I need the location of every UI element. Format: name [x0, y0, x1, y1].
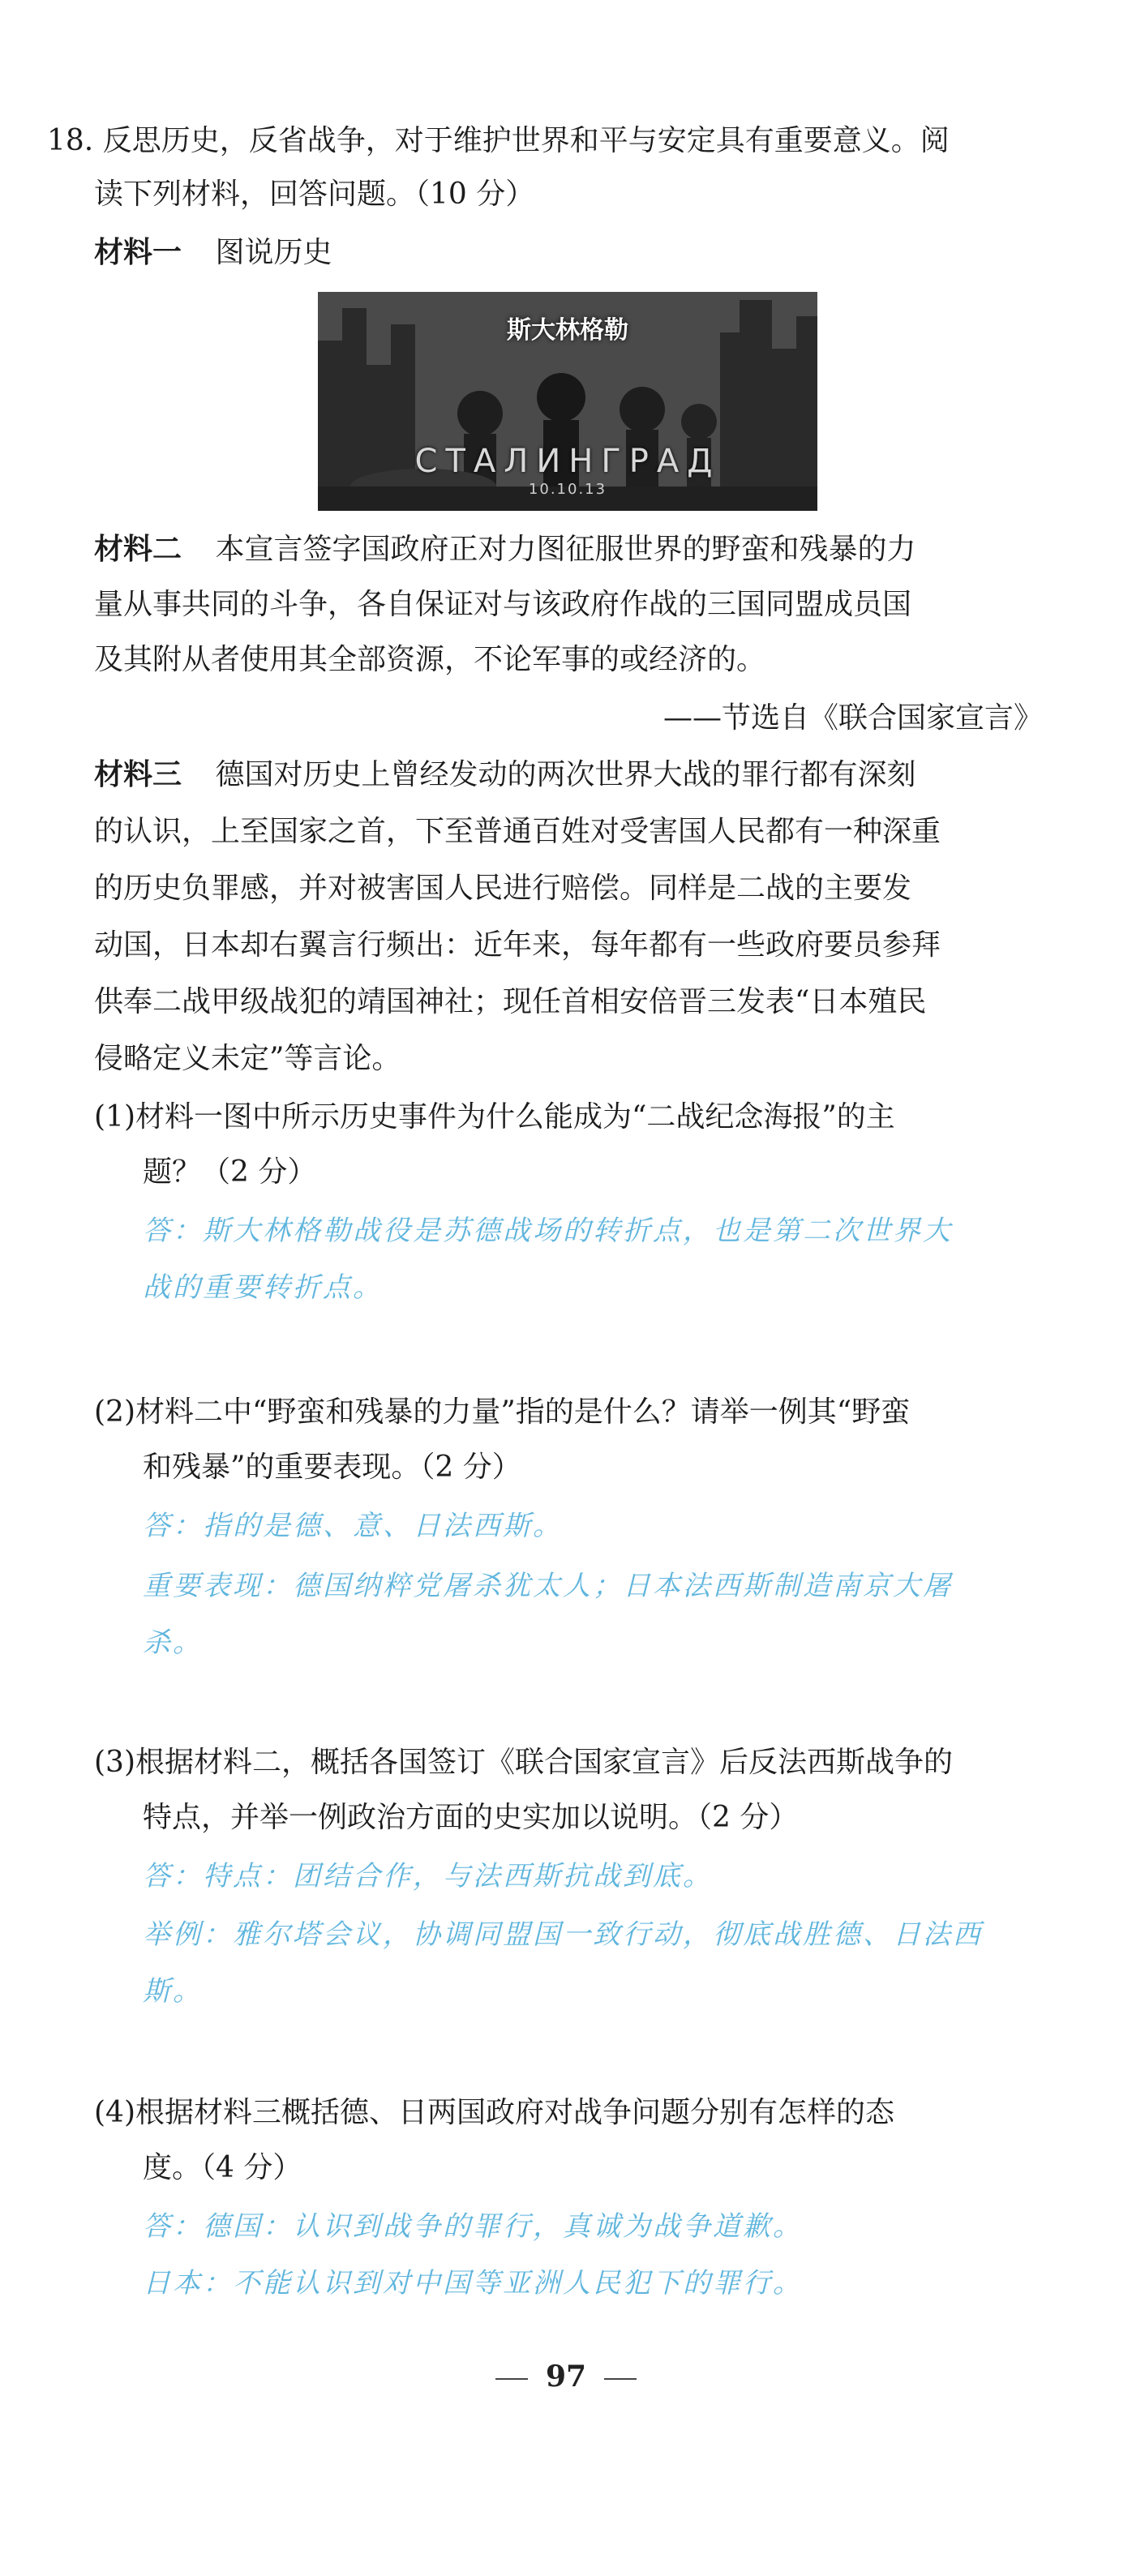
material3-line-2: 的认识，上至国家之首，下至普通百姓对受害国人民都有一种深重	[94, 815, 941, 848]
page-number-dash-left	[495, 2378, 528, 2380]
q1-answer-1: 答：斯大林格勒战役是苏德战场的转折点，也是第二次世界大	[143, 1215, 953, 1247]
material2-line-2: 量从事共同的斗争，各自保证对与该政府作战的三国同盟成员国	[94, 588, 912, 621]
q1-line-2: 题？（2 分）	[143, 1155, 317, 1189]
material2-line-3: 及其附从者使用其全部资源，不论军事的或经济的。	[94, 643, 766, 676]
material3-line-6: 侵略定义未定”等言论。	[94, 1042, 401, 1075]
stalingrad-poster-image	[318, 292, 817, 511]
material3-line-5: 供奉二战甲级战犯的靖国神社；现任首相安倍晋三发表“日本殖民	[94, 985, 927, 1018]
material2-source: ——节选自《联合国家宣言》	[662, 701, 1043, 735]
material2-line-1	[94, 530, 915, 569]
question-line-2: 读下列材料，回答问题。（10 分）	[94, 178, 535, 211]
q2-line-1: (2)材料二中“野蛮和残暴的力量”指的是什么？请举一例其“野蛮	[94, 1395, 911, 1429]
q4-line-2: 度。（4 分）	[143, 2151, 302, 2184]
material3-line-1	[94, 756, 915, 795]
q3-answer-2: 举例：雅尔塔会议，协调同盟国一致行动，彻底战胜德、日法西	[143, 1918, 983, 1951]
material3-label: 材料三	[94, 758, 182, 791]
poster-date: 10.10.13	[528, 481, 607, 498]
material2-label: 材料二	[94, 533, 182, 566]
poster-russian-title: СТАЛИНГРАД	[414, 443, 721, 480]
material2-text-1: 本宣言签字国政府正对力图征服世界的野蛮和残暴的力	[215, 533, 916, 566]
material1-text: 图说历史	[215, 236, 332, 269]
q4-answer-2: 日本：不能认识到对中国等亚洲人民犯下的罪行。	[143, 2267, 803, 2300]
q2-line-2: 和残暴”的重要表现。（2 分）	[143, 1451, 521, 1484]
q1-line-1: (1)材料一图中所示历史事件为什么能成为“二战纪念海报”的主	[94, 1100, 895, 1134]
page-number-dash-right	[604, 2378, 637, 2380]
material1-label: 材料一	[94, 236, 182, 269]
material3-line-4: 动国，日本却右翼言行频出：近年来，每年都有一些政府要员参拜	[94, 928, 941, 962]
q4-line-1: (4)根据材料三概括德、日两国政府对战争问题分别有怎样的态	[94, 2096, 894, 2129]
question-line-1: 18. 反思历史，反省战争，对于维护世界和平与安定具有重要意义。阅	[47, 124, 950, 157]
material3-text-1: 德国对历史上曾经发动的两次世界大战的罪行都有深刻	[215, 758, 916, 791]
q2-answer-3: 杀。	[143, 1627, 203, 1659]
q2-answer-1: 答：指的是德、意、日法西斯。	[143, 1510, 563, 1542]
q1-answer-2: 战的重要转折点。	[143, 1271, 383, 1304]
material3-line-3: 的历史负罪感，并对被害国人民进行赔偿。同样是二战的主要发	[94, 872, 912, 905]
poster-title: 斯大林格勒	[507, 316, 628, 345]
q3-answer-1: 答：特点：团结合作，与法西斯抗战到底。	[143, 1860, 713, 1892]
q3-answer-3: 斯。	[143, 1975, 203, 2008]
q3-line-1: (3)根据材料二，概括各国签订《联合国家宣言》后反法西斯战争的	[94, 1746, 953, 1779]
q4-answer-1: 答：德国：认识到战争的罪行，真诚为战争道歉。	[143, 2210, 803, 2243]
material1-row	[94, 234, 332, 272]
page-number-value: 97	[545, 2360, 587, 2394]
q2-answer-2: 重要表现：德国纳粹党屠杀犹太人；日本法西斯制造南京大屠	[143, 1570, 953, 1602]
q3-line-2: 特点，并举一例政治方面的史实加以说明。（2 分）	[143, 1801, 799, 1834]
page-number	[0, 2360, 1132, 2394]
